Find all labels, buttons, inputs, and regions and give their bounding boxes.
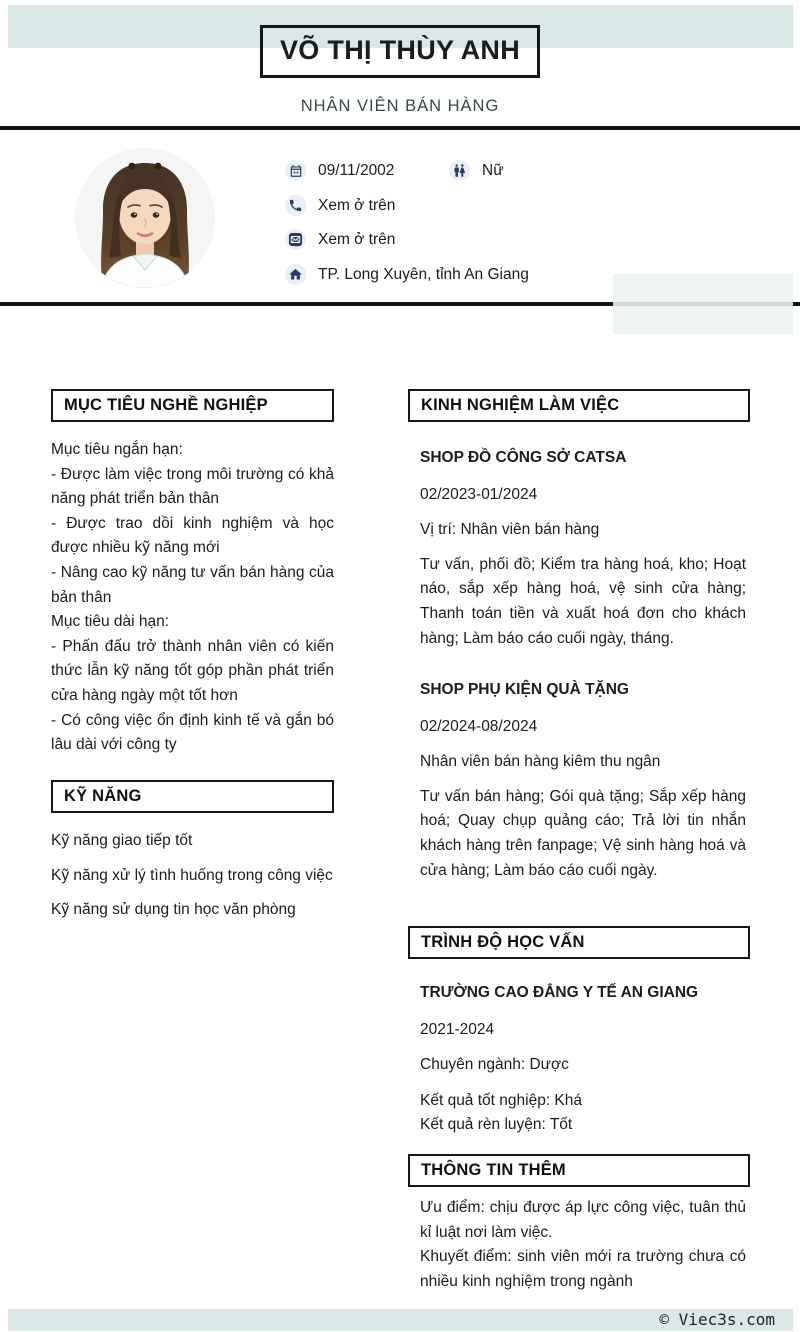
job-description: Tư vấn, phối đồ; Kiểm tra hàng hoá, kho; Hoạt náo, sắp xếp hàng hoá, vệ sinh cửa hàng; Thanh toán tiền và xuất hoá đơn cho khách hàng; Làm báo cáo cuối ngày, tháng.: [420, 555, 746, 647]
candidate-job-title: NHÂN VIÊN BÁN HÀNG: [300, 97, 500, 115]
objective-body: [51, 438, 334, 758]
job-period: 02/2023-01/2024: [420, 485, 538, 503]
job-company: SHOP PHỤ KIỆN QUÀ TẶNG: [420, 681, 629, 698]
phone-value: Xem ở trên: [318, 196, 396, 214]
candidate-name: VÕ THỊ THÙY ANH: [279, 35, 521, 65]
job-period: 02/2024-08/2024: [420, 717, 538, 735]
people-icon: [449, 160, 470, 181]
home-icon: [285, 264, 306, 285]
phone-icon: [285, 195, 306, 216]
email-value: Xem ở trên: [318, 230, 396, 248]
contact-row-email: [285, 229, 395, 250]
calendar-icon: [285, 160, 306, 181]
contact-row-gender: [449, 160, 504, 181]
objective-line: - Phấn đấu trở thành nhân viên có kiến thức lẫn kỹ năng tốt góp phần phát triển cửa hàng ngày một tốt hơn: [51, 637, 334, 704]
experience-job: [420, 446, 746, 651]
objective-line: - Được trao dồi kinh nghiệm và học được nhiều kỹ năng mới: [51, 514, 334, 557]
footer-credit: © Viec3s.com: [659, 1310, 775, 1329]
section-heading-skills: KỸ NĂNG: [51, 780, 334, 813]
education-major: Chuyên ngành: Dược: [420, 1056, 569, 1074]
job-description: Tư vấn bán hàng; Gói quà tặng; Sắp xếp hàng hoá; Quay chụp quảng cáo; Trả lời tin nhắn khách hàng trên fanpage; Vệ sinh hàng hoá và cửa hàng; Làm báo cáo cuối ngày.: [420, 787, 746, 879]
contact-row-birthdate: [285, 160, 394, 181]
right-accent-rect: [613, 274, 793, 334]
candidate-name-box: [260, 25, 540, 78]
objective-line: Mục tiêu ngắn hạn:: [51, 441, 183, 458]
skills-body: [51, 829, 334, 923]
profile-photo: [75, 148, 215, 288]
education-result: Kết quả rèn luyện: Tốt: [420, 1116, 573, 1134]
footer-band: [8, 1309, 793, 1331]
birthdate-value: 09/11/2002: [318, 161, 395, 179]
mail-icon: [285, 229, 306, 250]
education-body: [420, 981, 746, 1138]
contact-row-phone: [285, 195, 395, 216]
education-period: 2021-2024: [420, 1020, 495, 1038]
more-info-item: Khuyết điểm: sinh viên mới ra trường chưa có nhiều kinh nghiệm trong ngành: [420, 1248, 746, 1290]
section-heading-objective: MỤC TIÊU NGHỀ NGHIỆP: [51, 389, 334, 422]
skill-item: Kỹ năng xử lý tình huống trong công việc: [51, 866, 333, 884]
job-company: SHOP ĐỒ CÔNG SỞ CATSA: [420, 449, 627, 466]
objective-line: - Được làm việc trong môi trường có khả năng phát triển bản thân: [51, 465, 334, 508]
job-position: Nhân viên bán hàng kiêm thu ngân: [420, 753, 661, 771]
objective-line: - Nâng cao kỹ năng tư vấn bán hàng của bản thân: [51, 563, 334, 606]
skill-item: Kỹ năng giao tiếp tốt: [51, 832, 193, 849]
objective-line: - Có công việc ổn định kinh tế và gắn bó lâu dài với công ty: [51, 711, 334, 754]
address-value: TP. Long Xuyên, tỉnh An Giang: [318, 265, 529, 283]
profile-photo-illustration: [75, 148, 215, 288]
section-heading-more-info: THÔNG TIN THÊM: [408, 1154, 750, 1187]
contact-row-address: [285, 264, 529, 285]
section-heading-experience: KINH NGHIỆM LÀM VIỆC: [408, 389, 750, 422]
more-info-item: Ưu điểm: chịu được áp lực công việc, tuân thủ kỉ luật nơi làm việc.: [420, 1199, 746, 1241]
experience-job: [420, 678, 746, 883]
skill-item: Kỹ năng sử dụng tin học văn phòng: [51, 901, 296, 919]
education-result: Kết quả tốt nghiệp: Khá: [420, 1091, 583, 1109]
gender-value: Nữ: [482, 161, 504, 179]
more-info-body: [420, 1196, 746, 1294]
objective-line: Mục tiêu dài hạn:: [51, 613, 170, 631]
job-position: Vị trí: Nhân viên bán hàng: [420, 521, 600, 539]
divider-top: [0, 126, 800, 130]
section-heading-education: TRÌNH ĐỘ HỌC VẤN: [408, 926, 750, 959]
education-school: TRƯỜNG CAO ĐẲNG Y TẾ AN GIANG: [420, 984, 699, 1001]
